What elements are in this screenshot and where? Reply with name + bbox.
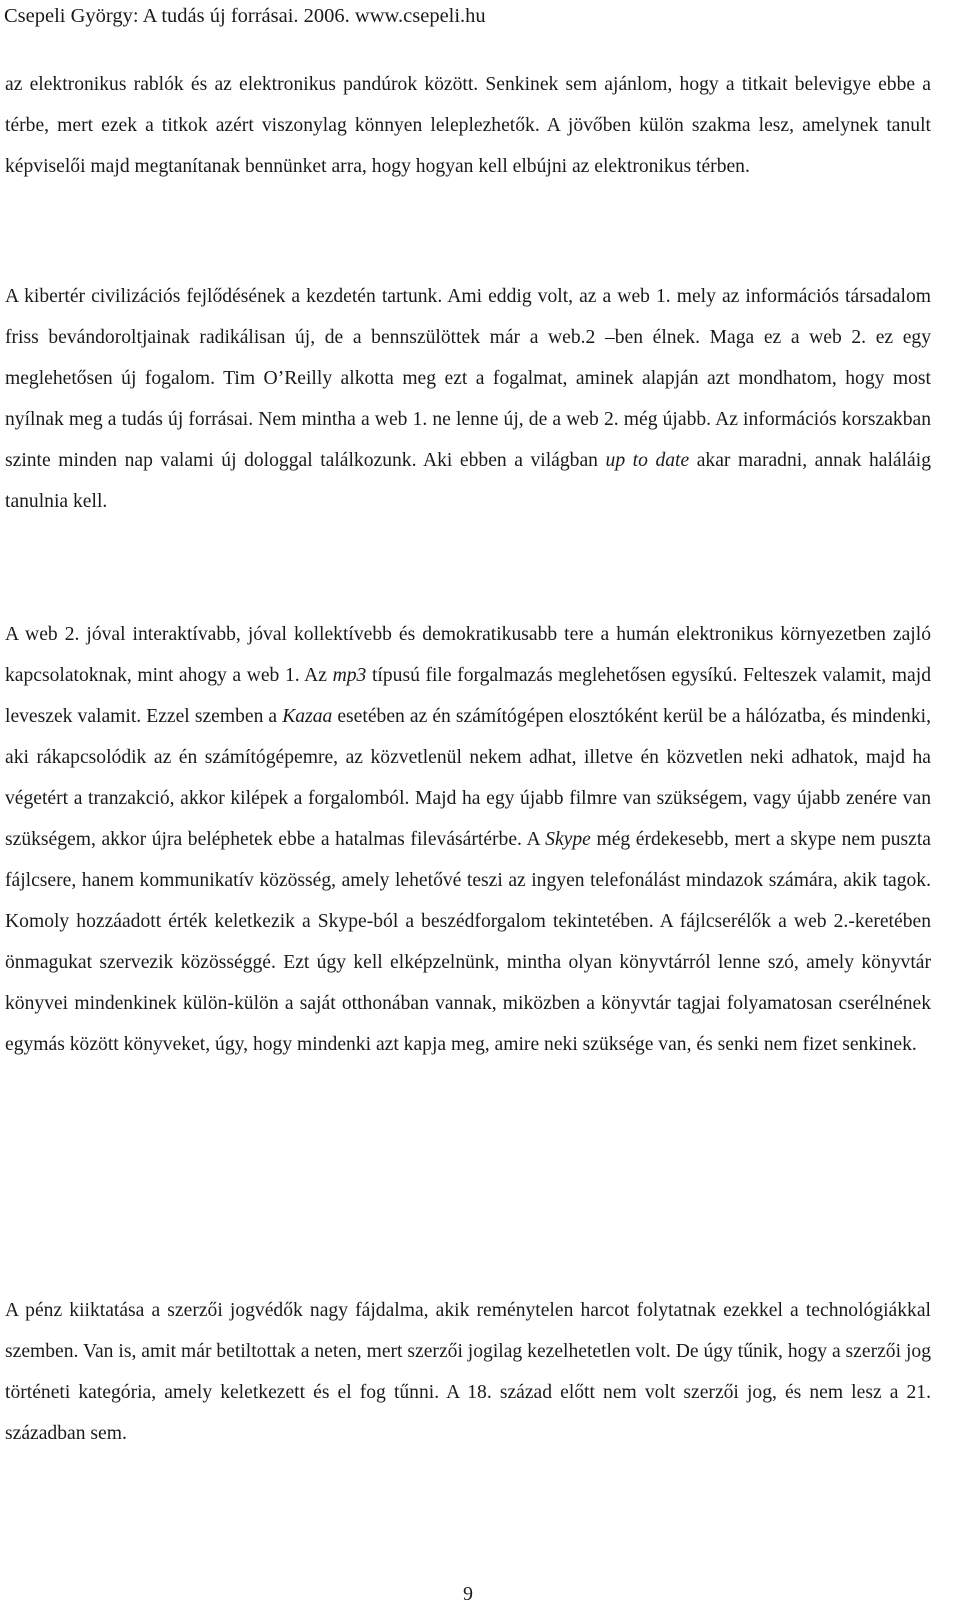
paragraph-text: típusú file forgalmazás meglehetősen egysíkú. Felteszek valamit, majd leveszek valamit. Ezzel szemben a: [5, 665, 931, 727]
italic-term-skype: Skype: [545, 829, 591, 850]
paragraph-text: A pénz kiiktatása a szerzői jogvédők nagy fájdalma, akik reménytelen harcot folytatnak ezekkel a technológiákkal szemben. Van is, amit már betiltottak a neten, mert szerzői jogilag kezelhetetlen volt. De úgy tűnik, hogy a szerzői jog történeti kategória, amely keletkezett és el fog tűnni. A 18. század előtt nem volt szerzői jog, és nem lesz a 21. században sem.: [5, 1300, 931, 1444]
paragraph-text: akar maradni, annak haláláig tanulnia kell.: [5, 450, 931, 512]
paragraph-text: az elektronikus rablók és az elektronikus pandúrok között. Senkinek sem ajánlom, hogy a titkait belevigye ebbe a térbe, mert ezek a titkok azért viszonylag könnyen leleplezhetők. A jövőben külön szakma lesz, amelynek tanult képviselői majd megtanítanak bennünket arra, hogy hogyan kell elbújni az elektronikus térben.: [5, 74, 931, 177]
paragraph-1: [5, 64, 931, 187]
paragraph-3: [5, 614, 931, 1065]
paragraph-text: A kibertér civilizációs fejlődésének a kezdetén tartunk. Ami eddig volt, az a web 1. mely az információs társadalom friss bevándoroltjainak radikálisan új, de a bennszülöttek már a web.2 –ben élnek. Maga ez a web 2. ez egy meglehetősen új fogalom. Tim O’Reilly alkotta meg ezt a fogalmat, aminek alapján azt mondhatom, hogy most nyílnak meg a tudás új forrásai. Nem mintha a web 1. ne lenne új, de a web 2. még újabb. Az információs korszakban szinte minden nap valami új dologgal találkozunk. Aki ebben a világban: [5, 286, 931, 471]
paragraph-text: még érdekesebb, mert a skype nem puszta fájlcsere, hanem kommunikatív közösség, amely lehetővé teszi az ingyen telefonálást mindazok számára, akik tagok. Komoly hozzáadott érték keletkezik a Skype-ból a beszédforgalom tekintetében. A fájlcserélők a web 2.-keretében önmagukat szervezik közösséggé. Ezt úgy kell elképzelnünk, mintha olyan könyvtárról lenne szó, amely könyvtár könyvei mindenkinek külön-külön a saját otthonában vannak, miközben a könyvtár tagjai folyamatosan cserélnének egymás között könyveket, úgy, hogy mindenki azt kapja meg, amire neki szüksége van, és senki nem fizet senkinek.: [5, 829, 931, 1055]
italic-term-up-to-date: up to date: [605, 450, 690, 471]
italic-term-kazaa: Kazaa: [282, 706, 333, 727]
running-header: Csepeli György: A tudás új forrásai. 2006. www.csepeli.hu: [4, 5, 486, 27]
paragraph-text: esetében az én számítógépen elosztóként kerül be a hálózatba, és mindenki, aki rákapcsolódik az én számítógépemre, az közvetlenül nekem adhat, illetve én közvetlen neki adhatok, majd ha végetért a tranzakció, akkor kilépek a forgalomból. Majd ha egy újabb filmre van szükségem, vagy újabb zenére van szükségem, akkor újra beléphetek ebbe a hatalmas filevásártérbe. A: [5, 706, 931, 850]
italic-term-mp3: mp3: [332, 665, 367, 686]
paragraph-text: A web 2. jóval interaktívabb, jóval kollektívebb és demokratikusabb tere a humán elektronikus környezetben zajló kapcsolatoknak, mint ahogy a web 1. Az: [5, 624, 931, 686]
page-number: 9: [463, 1583, 473, 1605]
paragraph-4: [5, 1290, 931, 1454]
paragraph-2: [5, 276, 931, 522]
